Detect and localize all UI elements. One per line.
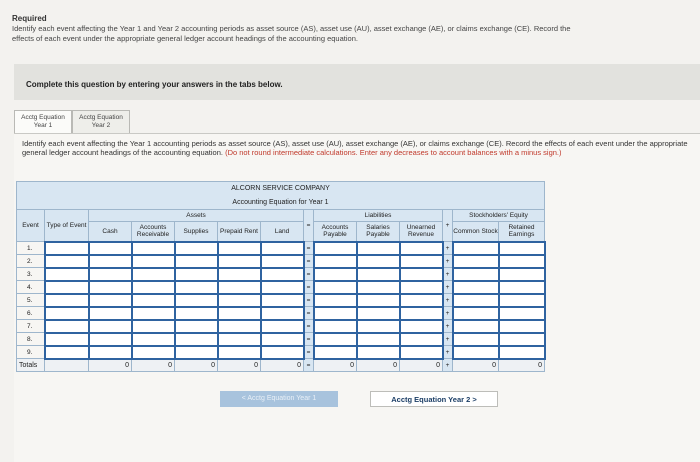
instructions — [22, 139, 700, 157]
common-stock-input[interactable] — [453, 294, 499, 307]
accounts-receivable-input[interactable] — [132, 320, 175, 333]
accounts-receivable-input[interactable] — [132, 333, 175, 346]
plus-sign: + — [443, 268, 453, 281]
total-common-stock: 0 — [453, 359, 499, 372]
salaries-payable-input[interactable] — [357, 346, 400, 359]
next-tab-button[interactable]: Acctg Equation Year 2 > — [370, 391, 498, 407]
land-input[interactable] — [261, 307, 304, 320]
type-of-event-input[interactable] — [45, 281, 89, 294]
cash-input[interactable] — [89, 294, 132, 307]
plus-sign: + — [443, 255, 453, 268]
event-number: 5. — [17, 294, 45, 307]
type-of-event-input[interactable] — [45, 320, 89, 333]
type-of-event-input[interactable] — [45, 333, 89, 346]
accounts-receivable-input[interactable] — [132, 268, 175, 281]
event-number: 4. — [17, 281, 45, 294]
common-stock-input[interactable] — [453, 281, 499, 294]
col-type-of-event: Type of Event — [45, 210, 89, 242]
cash-input[interactable] — [89, 307, 132, 320]
type-of-event-input[interactable] — [45, 255, 89, 268]
common-stock-input[interactable] — [453, 268, 499, 281]
prepaid-rent-input[interactable] — [218, 320, 261, 333]
accounts-payable-input[interactable] — [314, 242, 357, 255]
salaries-payable-input[interactable] — [357, 333, 400, 346]
event-number: 7. — [17, 320, 45, 333]
plus-sign: + — [443, 210, 453, 242]
event-row — [17, 307, 545, 320]
salaries-payable-input[interactable] — [357, 307, 400, 320]
equals-sign: = — [304, 210, 314, 242]
total-cash: 0 — [89, 359, 132, 372]
plus-sign: + — [443, 320, 453, 333]
type-of-event-input[interactable] — [45, 307, 89, 320]
equals-sign: = — [304, 281, 314, 294]
table-subtitle: Accounting Equation for Year 1 — [17, 196, 545, 210]
instructions-main: Identify each event affecting the Year 1 accounting periods as asset source (AS), asset use (AU), asset exchange (AE), or claims exchange (CE). Record the effects of each event under the appropriate general ledger account headings of the accounting equation. — [22, 139, 688, 157]
prepaid-rent-input[interactable] — [218, 294, 261, 307]
col-retained-earnings: Retained Earnings — [499, 222, 545, 242]
supplies-input[interactable] — [175, 255, 218, 268]
cash-input[interactable] — [89, 255, 132, 268]
plus-sign: + — [443, 294, 453, 307]
accounts-receivable-input[interactable] — [132, 281, 175, 294]
total-land: 0 — [261, 359, 304, 372]
accounts-payable-input[interactable] — [314, 281, 357, 294]
cash-input[interactable] — [89, 242, 132, 255]
supplies-input[interactable] — [175, 320, 218, 333]
common-stock-input[interactable] — [453, 255, 499, 268]
event-row — [17, 255, 545, 268]
group-liabilities: Liabilities — [314, 210, 443, 222]
accounts-receivable-input[interactable] — [132, 255, 175, 268]
event-number: 3. — [17, 268, 45, 281]
retained-earnings-input[interactable] — [499, 307, 545, 320]
prev-tab-button[interactable]: < Acctg Equation Year 1 — [220, 391, 338, 407]
event-row — [17, 333, 545, 346]
event-row — [17, 268, 545, 281]
salaries-payable-input[interactable] — [357, 281, 400, 294]
land-input[interactable] — [261, 242, 304, 255]
salaries-payable-input[interactable] — [357, 268, 400, 281]
equals-sign: = — [304, 242, 314, 255]
accounts-payable-input[interactable] — [314, 346, 357, 359]
event-row — [17, 281, 545, 294]
accounts-payable-input[interactable] — [314, 255, 357, 268]
plus-sign: + — [443, 307, 453, 320]
event-row — [17, 346, 545, 359]
total-retained-earnings: 0 — [499, 359, 545, 372]
event-row — [17, 242, 545, 255]
event-row — [17, 320, 545, 333]
event-number: 6. — [17, 307, 45, 320]
accounts-payable-input[interactable] — [314, 268, 357, 281]
required-text: Identify each event affecting the Year 1 and Year 2 accounting periods as asset source (AS), asset use (AU), asset exchange (AE), or claims exchange (CE). Record the effects of each event under the appropriate general ledger account headings of the accounting equation. — [12, 24, 571, 43]
event-row — [17, 294, 545, 307]
prepaid-rent-input[interactable] — [218, 281, 261, 294]
retained-earnings-input[interactable] — [499, 320, 545, 333]
land-input[interactable] — [261, 346, 304, 359]
equals-sign: = — [304, 320, 314, 333]
total-prepaid-rent: 0 — [218, 359, 261, 372]
tab-label-line2: Year 2 — [91, 122, 111, 129]
retained-earnings-input[interactable] — [499, 242, 545, 255]
supplies-input[interactable] — [175, 268, 218, 281]
supplies-input[interactable] — [175, 333, 218, 346]
event-number: 2. — [17, 255, 45, 268]
land-input[interactable] — [261, 294, 304, 307]
common-stock-input[interactable] — [453, 242, 499, 255]
unearned-revenue-input[interactable] — [400, 242, 443, 255]
equals-sign: = — [304, 307, 314, 320]
unearned-revenue-input[interactable] — [400, 333, 443, 346]
col-salaries-payable: Salaries Payable — [357, 222, 400, 242]
cash-input[interactable] — [89, 346, 132, 359]
accounts-receivable-input[interactable] — [132, 242, 175, 255]
total-unearned-revenue: 0 — [400, 359, 443, 372]
plus-sign: + — [443, 281, 453, 294]
total-salaries-payable: 0 — [357, 359, 400, 372]
common-stock-input[interactable] — [453, 333, 499, 346]
land-input[interactable] — [261, 320, 304, 333]
salaries-payable-input[interactable] — [357, 242, 400, 255]
land-input[interactable] — [261, 333, 304, 346]
required-heading: Required — [12, 14, 47, 23]
accounts-receivable-input[interactable] — [132, 346, 175, 359]
unearned-revenue-input[interactable] — [400, 281, 443, 294]
common-stock-input[interactable] — [453, 307, 499, 320]
plus-sign: + — [443, 359, 453, 372]
event-number: 8. — [17, 333, 45, 346]
col-prepaid-rent: Prepaid Rent — [218, 222, 261, 242]
retained-earnings-input[interactable] — [499, 281, 545, 294]
accounting-equation-table — [16, 181, 546, 372]
unearned-revenue-input[interactable] — [400, 307, 443, 320]
type-of-event-input[interactable] — [45, 346, 89, 359]
supplies-input[interactable] — [175, 307, 218, 320]
prepaid-rent-input[interactable] — [218, 268, 261, 281]
col-unearned-revenue: Unearned Revenue — [400, 222, 443, 242]
accounts-payable-input[interactable] — [314, 307, 357, 320]
tab-acctg-equation-year-2[interactable] — [72, 110, 130, 134]
equals-sign: = — [304, 333, 314, 346]
salaries-payable-input[interactable] — [357, 294, 400, 307]
accounts-receivable-input[interactable] — [132, 294, 175, 307]
col-supplies: Supplies — [175, 222, 218, 242]
common-stock-input[interactable] — [453, 320, 499, 333]
retained-earnings-input[interactable] — [499, 294, 545, 307]
land-input[interactable] — [261, 255, 304, 268]
plus-sign: + — [443, 346, 453, 359]
common-stock-input[interactable] — [453, 346, 499, 359]
equals-sign: = — [304, 346, 314, 359]
tab-label-line2: Year 1 — [33, 122, 53, 129]
total-accounts-payable: 0 — [314, 359, 357, 372]
type-of-event-input[interactable] — [45, 294, 89, 307]
event-number: 9. — [17, 346, 45, 359]
unearned-revenue-input[interactable] — [400, 294, 443, 307]
supplies-input[interactable] — [175, 242, 218, 255]
type-of-event-input[interactable] — [45, 268, 89, 281]
totals-label: Totals — [17, 359, 45, 372]
col-cash: Cash — [89, 222, 132, 242]
accounts-payable-input[interactable] — [314, 320, 357, 333]
group-stockholders-equity: Stockholders' Equity — [453, 210, 545, 222]
supplies-input[interactable] — [175, 346, 218, 359]
plus-sign: + — [443, 242, 453, 255]
event-number: 1. — [17, 242, 45, 255]
accounts-payable-input[interactable] — [314, 333, 357, 346]
salaries-payable-input[interactable] — [357, 255, 400, 268]
plus-sign: + — [443, 333, 453, 346]
retained-earnings-input[interactable] — [499, 268, 545, 281]
prepaid-rent-input[interactable] — [218, 255, 261, 268]
retained-earnings-input[interactable] — [499, 333, 545, 346]
unearned-revenue-input[interactable] — [400, 346, 443, 359]
prepaid-rent-input[interactable] — [218, 242, 261, 255]
supplies-input[interactable] — [175, 294, 218, 307]
cash-input[interactable] — [89, 333, 132, 346]
company-name: ALCORN SERVICE COMPANY — [17, 182, 545, 196]
col-common-stock: Common Stock — [453, 222, 499, 242]
unearned-revenue-input[interactable] — [400, 320, 443, 333]
retained-earnings-input[interactable] — [499, 346, 545, 359]
accounts-receivable-input[interactable] — [132, 307, 175, 320]
land-input[interactable] — [261, 268, 304, 281]
col-accounts-payable: Accounts Payable — [314, 222, 357, 242]
unearned-revenue-input[interactable] — [400, 255, 443, 268]
type-of-event-input[interactable] — [45, 242, 89, 255]
cash-input[interactable] — [89, 281, 132, 294]
total-supplies: 0 — [175, 359, 218, 372]
equals-sign: = — [304, 268, 314, 281]
cash-input[interactable] — [89, 268, 132, 281]
prepaid-rent-input[interactable] — [218, 333, 261, 346]
totals-row — [17, 359, 545, 372]
equals-sign: = — [304, 255, 314, 268]
prepaid-rent-input[interactable] — [218, 307, 261, 320]
tab-label-line1: Acctg Equation — [21, 114, 65, 121]
cash-input[interactable] — [89, 320, 132, 333]
group-assets: Assets — [89, 210, 304, 222]
col-event: Event — [17, 210, 45, 242]
instructions-warning: (Do not round intermediate calculations. Enter any decreases to account balances with a minus sign.) — [225, 148, 562, 157]
totals-type-cell — [45, 359, 89, 372]
unearned-revenue-input[interactable] — [400, 268, 443, 281]
prepaid-rent-input[interactable] — [218, 346, 261, 359]
salaries-payable-input[interactable] — [357, 320, 400, 333]
equals-sign: = — [304, 359, 314, 372]
col-land: Land — [261, 222, 304, 242]
col-accounts-receivable: Accounts Receivable — [132, 222, 175, 242]
total-accounts-receivable: 0 — [132, 359, 175, 372]
accounts-payable-input[interactable] — [314, 294, 357, 307]
banner-text: Complete this question by entering your answers in the tabs below. — [26, 80, 283, 89]
tab-label-line1: Acctg Equation — [79, 114, 123, 121]
supplies-input[interactable] — [175, 281, 218, 294]
retained-earnings-input[interactable] — [499, 255, 545, 268]
equals-sign: = — [304, 294, 314, 307]
tab-acctg-equation-year-1[interactable] — [14, 110, 72, 134]
land-input[interactable] — [261, 281, 304, 294]
